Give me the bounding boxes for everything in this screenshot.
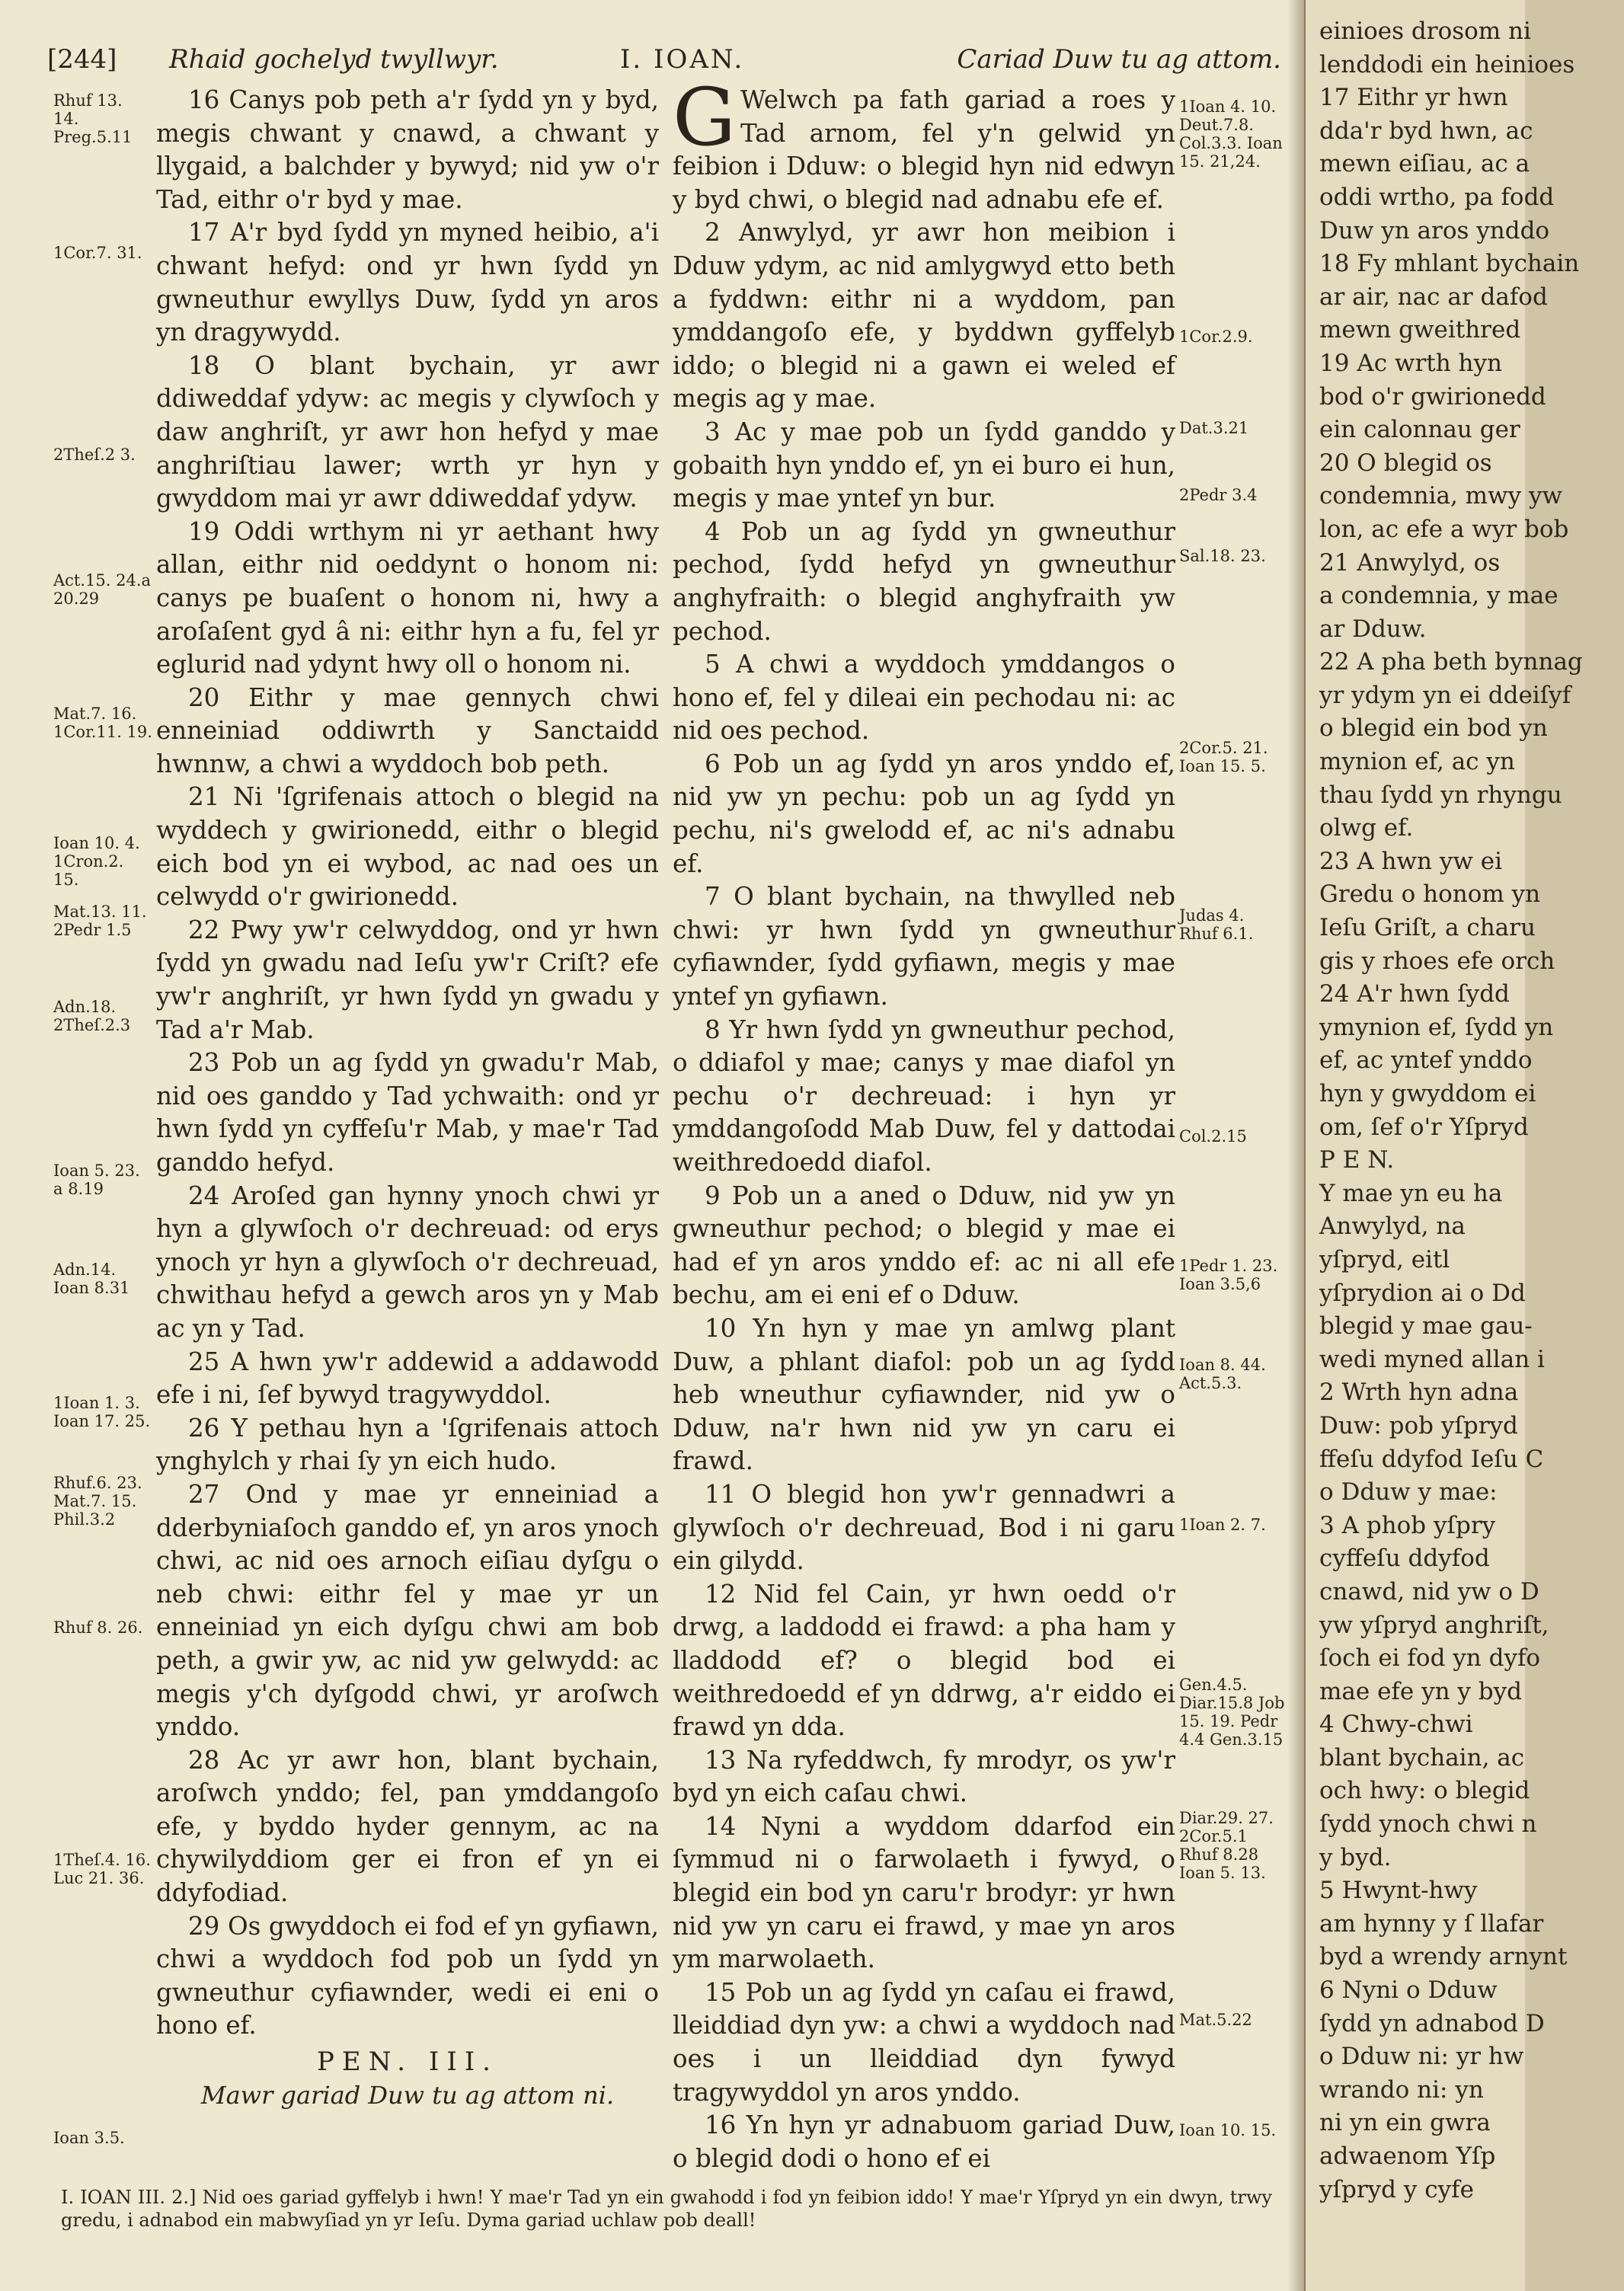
verse: 15 Pob un ag ſydd yn caſau ei frawd, lleiddiad dyn yw: a chwi a wyddoch nad oes i un lleiddiad dyn fywyd tragywyddol yn aros ynddo.	[673, 1977, 1175, 2107]
facing-page-line: ar air, nac ar dafod	[1319, 283, 1548, 311]
facing-page-text	[1319, 15, 1624, 2206]
verse: 3 Ac y mae pob un ſydd ganddo y gobaith hyn ynddo ef, yn ei buro ei hun, megis y mae yntef yn bur.	[673, 417, 1175, 513]
facing-page-line: dda'r byd hwn, ac	[1319, 117, 1533, 145]
facing-page-line: 21 Anwylyd, os	[1319, 548, 1501, 577]
margin-reference: Gen.4.5. Diar.15.8 Job 15. 19. Pedr 4.4 Gen.3.15	[1179, 1676, 1285, 1749]
margin-reference: Diar.29. 27. 2Cor.5.1 Rhuf 8.28 Ioan 5. 13.	[1179, 1809, 1274, 1882]
left-running-title: Rhaid gochelyd twyllwyr.	[169, 44, 499, 75]
facing-page-line: cnawd, nid yw o D	[1319, 1577, 1539, 1606]
facing-page-line: olwg ef.	[1319, 814, 1414, 842]
text-column-right	[673, 71, 1175, 2175]
verse: 16 Canys pob peth a'r ſydd yn y byd, megis chwant y cnawd, a chwant y llygaid, a balchder y bywyd; nid yw o'r Tad, eithr o'r byd y mae.	[156, 85, 659, 214]
verse: 16 Yn hyn yr adnabuom gariad Duw, o blegid dodi o hono ef ei	[673, 2110, 1175, 2173]
facing-page-line: mewn eiſiau, ac a	[1319, 150, 1530, 178]
verse: 25 A hwn yw'r addewid a addawodd efe i ni, ſef bywyd tragywyddol.	[156, 1347, 659, 1410]
verse: 6 Pob un ag ſydd yn aros ynddo ef, nid yw yn pechu: pob un ag ſydd yn pechu, ni's gwelodd ef, ac ni's adnabu ef.	[673, 749, 1175, 878]
facing-page-line: Gredu o honom yn	[1319, 880, 1541, 909]
page-number: [244]	[47, 44, 117, 75]
margin-reference: Adn.14. Ioan 8.31	[53, 1261, 130, 1297]
facing-page-line: condemnia, mwy yw	[1319, 482, 1562, 510]
verse: 18 O blant bychain, yr awr ddiweddaf ydyw: ac megis y clywſoch y daw anghriſt, yr awr hon hefyd y mae anghriſtiau lawer; wrth yr hyn y gwyddom mai yr awr ddiweddaf ydyw.	[156, 350, 659, 513]
facing-page-line: blegid y mae gau-	[1319, 1312, 1533, 1340]
chapter-heading: PEN. III.	[317, 2047, 498, 2078]
verse: 29 Os gwyddoch ei fod ef yn gyfiawn, chwi a wyddoch fod pob un ſydd yn gwneuthur cyfiawnder, wedi ei eni o hono ef.	[156, 1911, 659, 2040]
facing-page-line: 18 Fy mhlant bychain	[1319, 250, 1580, 278]
verse: 23 Pob un ag ſydd yn gwadu'r Mab, nid oes ganddo y Tad ychwaith: ond yr hwn ſydd yn cyffeſu'r Mab, y mae'r Tad ganddo hefyd.	[156, 1048, 659, 1177]
margin-reference: Ioan 10. 15.	[1179, 2121, 1277, 2139]
facing-page-line: P E N.	[1319, 1146, 1395, 1174]
facing-page-line: Anwylyd, na	[1319, 1213, 1466, 1241]
verse: 17 A'r byd ſydd yn myned heibio, a'i chwant hefyd: ond yr hwn ſydd yn gwneuthur ewyllys Duw, ſydd yn aros yn dragywydd.	[156, 218, 659, 347]
facing-page-line: ffeſu ddyfod Ieſu C	[1319, 1445, 1544, 1473]
facing-page-line: o Dduw y mae:	[1319, 1478, 1498, 1507]
verse	[673, 71, 1175, 216]
facing-page-line: Duw: pob yſpryd	[1319, 1411, 1518, 1439]
margin-reference: Mat.13. 11. 2Pedr 1.5	[53, 903, 147, 939]
margin-reference: Sal.18. 23.	[1179, 547, 1266, 565]
margin-reference: Mat.7. 16. 1Cor.11. 19.	[53, 705, 152, 741]
facing-page-line: mewn gweithred	[1319, 316, 1521, 344]
facing-page-line: 20 O blegid os	[1319, 449, 1492, 477]
facing-page-edge	[1304, 0, 1583, 2291]
right-running-title: Cariad Duw tu ag attom.	[957, 44, 1281, 75]
facing-page-line: byd a wrendy arnynt	[1319, 1943, 1568, 1971]
facing-page-line: lon, ac efe a wyr bob	[1319, 515, 1569, 543]
drop-cap: G	[673, 71, 737, 164]
facing-page-line: 6 Nyni o Dduw	[1319, 1976, 1498, 2005]
margin-reference: Act.15. 24.a 20.29	[53, 571, 152, 608]
facing-page-line: y byd.	[1319, 1843, 1392, 1871]
verse: 7 O blant bychain, na thwylled neb chwi: yr hwn ſydd yn gwneuthur cyfiawnder, ſydd gyfiawn, megis y mae yntef yn gyfiawn.	[673, 882, 1175, 1011]
margin-reference: 1Ioan 2. 7.	[1179, 1516, 1266, 1534]
verse: 20 Eithr y mae gennych chwi enneiniad oddiwrth y Sanctaidd hwnnw, a chwi a wyddoch bob peth.	[156, 682, 659, 778]
verse: 28 Ac yr awr hon, blant bychain, aroſwch ynddo; fel, pan ymddangoſo efe, y byddo hyder gennym, ac na chywilyddiom ger ei fron ef yn ei ddyfodiad.	[156, 1745, 659, 1908]
footnote: I. IOAN III. 2.] Nid oes gariad gyffelyb i hwn! Y mae'r Tad yn ein gwahodd i fod yn feibion iddo! Y mae'r Yſpryd yn ein dwyn, trwy gredu, i adnabod ein mabwyſiad yn yr Ieſu. Dyma gariad uchlaw pob deall!	[61, 2187, 1272, 2231]
facing-page-line: am hynny y ſ llafar	[1319, 1909, 1544, 1938]
verse: 26 Y pethau hyn a 'ſgrifenais attoch ynghylch y rhai ſy yn eich hudo.	[156, 1413, 659, 1476]
verse: 22 Pwy yw'r celwyddog, ond yr hwn ſydd yn gwadu nad Ieſu yw'r Criſt? efe yw'r anghriſt, yr hwn ſydd yn gwadu y Tad a'r Mab.	[156, 915, 659, 1044]
verse: 12 Nid fel Cain, yr hwn oedd o'r drwg, a laddodd ei frawd: a pha ham y lladdodd ef? o blegid bod ei weithredoedd ef yn ddrwg, a'r eiddo ei frawd yn dda.	[673, 1579, 1175, 1742]
facing-page-line: ſoch ei fod yn dyfo	[1319, 1644, 1541, 1673]
facing-page-line: gis y rhoes efe orch	[1319, 947, 1555, 975]
facing-page-line: einioes drosom ni	[1319, 18, 1531, 45]
margin-reference: Ioan 5. 23. a 8.19	[53, 1161, 140, 1198]
verse: 9 Pob un a aned o Dduw, nid yw yn gwneuthur pechod; o blegid y mae ei had ef yn aros ynddo ef: ac ni all efe bechu, am ei eni ef o Dduw.	[673, 1181, 1175, 1310]
margin-reference: Adn.18. 2Theſ.2.3	[53, 998, 131, 1034]
verse: 5 A chwi a wyddoch ymddangos o hono ef, fel y dileai ein pechodau ni: ac nid oes pechod.	[673, 650, 1175, 746]
margin-reference: Col.2.15	[1179, 1127, 1247, 1146]
verse: 24 Aroſed gan hynny ynoch chwi yr hyn a glywſoch o'r dechreuad: od erys ynoch yr hyn a glywſoch o'r dechreuad, chwithau hefyd a gewch aros yn y Mab ac yn y Tad.	[156, 1181, 659, 1343]
verse: 21 Ni 'ſgrifenais attoch o blegid na wyddech y gwirionedd, eithr o blegid eich bod yn ei wybod, ac nad oes un celwydd o'r gwirionedd.	[156, 782, 659, 912]
margin-reference: Dat.3.21	[1179, 419, 1249, 437]
facing-page-line: yſpryd y cyfe	[1319, 2175, 1474, 2203]
facing-page-line: cyffeſu ddyfod	[1319, 1545, 1490, 1573]
facing-page-line: 3 A phob yſpry	[1319, 1511, 1496, 1539]
verse: 2 Anwylyd, yr awr hon meibion i Dduw ydym, ac nid amlygwyd etto beth a fyddwn: eithr ni a wyddom, pan ymddangoſo efe, y byddwn gyffelyb iddo; o blegid ni a gawn ei weled ef megis ag y mae.	[673, 218, 1175, 414]
facing-page-line: mynion ef, ac yn	[1319, 748, 1515, 776]
facing-page-line: 23 A hwn yw ei	[1319, 847, 1503, 875]
facing-page-line: 17 Eithr yr hwn	[1319, 84, 1508, 112]
facing-page-line: ef, ac yntef ynddo	[1319, 1046, 1533, 1075]
facing-page-line: ymynion ef, ſydd yn	[1319, 1013, 1554, 1041]
facing-page-line: 2 Wrth hyn adna	[1319, 1379, 1519, 1407]
facing-page-line: Duw yn aros ynddo	[1319, 216, 1550, 244]
facing-page-line: Ieſu Griſt, a charu	[1319, 914, 1536, 942]
margin-reference: 1Ioan 1. 3. Ioan 17. 25.	[53, 1394, 151, 1430]
verse: 19 Oddi wrthym ni yr aethant hwy allan, eithr nid oeddynt o honom ni: canys pe buaſent o honom ni, hwy a aroſaſent gyd â ni: eithr hyn a fu, fel yr eglurid nad ydynt hwy oll o honom ni.	[156, 516, 659, 679]
facing-page-line: och hwy: o blegid	[1319, 1777, 1530, 1805]
margin-reference: Ioan 8. 44. Act.5.3.	[1179, 1356, 1266, 1392]
verse: 8 Yr hwn ſydd yn gwneuthur pechod, o ddiafol y mae; canys y mae diafol yn pechu o'r dechreuad: i hyn yr ymddangoſodd Mab Duw, fel y dattodai weithredoedd diafol.	[673, 1014, 1175, 1177]
verse: 10 Yn hyn y mae yn amlwg plant Duw, a phlant diafol: pob un ag ſydd heb wneuthur cyfiawnder, nid yw o Dduw, na'r hwn nid yw yn caru ei frawd.	[673, 1313, 1175, 1476]
facing-page-line: ar Dduw.	[1319, 615, 1427, 643]
facing-page-line: yr ydym yn ei ddeiſyf	[1319, 681, 1571, 709]
verse: 27 Ond y mae yr enneiniad a dderbyniaſoch ganddo ef, yn aros ynoch chwi, ac nid oes arnoch eiſiau dyſgu o neb chwi: eithr fel y mae yr un enneiniad yn eich dyſgu chwi am bob peth, a gwir yw, ac nid yw gelwydd: ac megis y'ch dyſgodd chwi, yr aroſwch ynddo.	[156, 1479, 659, 1742]
facing-page-line: 22 A pha beth bynnag	[1319, 648, 1583, 676]
book-title: I. IOAN.	[620, 44, 745, 75]
facing-page-line: thau ſydd yn rhyngu	[1319, 781, 1562, 809]
margin-reference: Ioan 10. 4. 1Cron.2. 15.	[53, 834, 140, 889]
margin-reference: 2Cor.5. 21. Ioan 15. 5.	[1179, 739, 1268, 775]
facing-page-line: yſpryd, eitl	[1319, 1245, 1450, 1273]
facing-page-line: ſydd yn adnabod D	[1319, 2009, 1545, 2037]
running-header	[47, 44, 1281, 81]
verse: 11 O blegid hon yw'r gennadwri a glywſoch o'r dechreuad, Bod i ni garu ein gilydd.	[673, 1479, 1175, 1576]
margin-reference: 1Ioan 4. 10. Deut.7.8. Col.3.3. Ioan 15. 21,24.	[1179, 97, 1283, 171]
margin-reference: Ioan 3.5.	[53, 2129, 125, 2147]
verse: 13 Na ryfeddwch, fy mrodyr, os yw'r byd yn eich caſau chwi.	[673, 1745, 1175, 1808]
facing-page-line: wrando ni: yn	[1319, 2075, 1484, 2104]
margin-reference: Mat.5.22	[1179, 2011, 1252, 2029]
margin-reference: 1Cor.2.9.	[1179, 328, 1253, 346]
margin-reference: 1Pedr 1. 23. Ioan 3.5,6	[1179, 1257, 1278, 1293]
facing-page-line: o Dduw ni: yr hw	[1319, 2043, 1524, 2071]
facing-page-line: blant bychain, ac	[1319, 1743, 1525, 1772]
margin-reference: Rhuf 13. 14. Preg.5.11	[53, 91, 133, 146]
facing-page-line: oddi wrtho, pa fodd	[1319, 183, 1555, 211]
facing-page-line: 5 Hwynt-hwy	[1319, 1877, 1478, 1905]
facing-page-line: yſprydion ai o Dd	[1319, 1279, 1526, 1307]
facing-page-line: o blegid ein bod yn	[1319, 714, 1548, 743]
facing-page-line: hyn y gwyddom ei	[1319, 1080, 1536, 1107]
margin-reference: 1Theſ.4. 16. Luc 21. 36.	[53, 1851, 151, 1887]
facing-page-line: yw yſpryd anghriſt,	[1319, 1611, 1549, 1639]
facing-page-line: Y mae yn eu ha	[1319, 1179, 1503, 1207]
margin-reference: Judas 4. Rhuf 6.1.	[1179, 906, 1254, 943]
verse: 4 Pob un ag ſydd yn gwneuthur pechod, ſydd hefyd yn gwneuthur anghyfraith: o blegid anghyfraith yw pechod.	[673, 516, 1175, 646]
facing-page-line: ſydd ynoch chwi n	[1319, 1810, 1537, 1839]
facing-page-line: 4 Chwy-chwi	[1319, 1711, 1473, 1739]
facing-page-line: ein calonnau ger	[1319, 416, 1520, 444]
text-column-left	[156, 84, 659, 2112]
facing-page-line: bod o'r gwirionedd	[1319, 382, 1546, 411]
margin-reference: 1Cor.7. 31.	[53, 244, 142, 262]
verse-text: Welwch pa fath gariad a roes y Tad arnom, fel y'n gelwid yn feibion i Dduw: o blegid hyn nid edwyn y byd chwi, o blegid nad adnabu efe ef.	[673, 85, 1175, 214]
margin-reference: Rhuf 8. 26.	[53, 1618, 143, 1637]
facing-page-line: 24 A'r hwn ſydd	[1319, 980, 1510, 1008]
facing-page-line: 19 Ac wrth hyn	[1319, 349, 1502, 377]
verse: 14 Nyni a wyddom ddarfod ein ſymmud ni o farwolaeth i fywyd, o blegid ein bod yn caru'r brodyr: yr hwn nid yw yn caru ei frawd, y mae yn aros ym marwolaeth.	[673, 1811, 1175, 1974]
facing-page-line: om, ſef o'r Yſpryd	[1319, 1113, 1529, 1141]
margin-reference: Rhuf.6. 23. Mat.7. 15. Phil.3.2	[53, 1474, 142, 1529]
chapter-summary: Mawr gariad Duw tu ag attom ni.	[200, 2080, 615, 2110]
facing-page-line: lenddodi ein heinioes	[1319, 50, 1575, 78]
facing-page-line: wedi myned allan i	[1319, 1345, 1545, 1373]
margin-reference: 2Pedr 3.4	[1179, 486, 1258, 504]
facing-page-line: a condemnia, y mae	[1319, 582, 1558, 610]
margin-reference: 2Theſ.2 3.	[53, 446, 136, 464]
facing-page-line: ni yn ein gwra	[1319, 2109, 1491, 2137]
facing-page-line: mae efe yn y byd	[1319, 1677, 1522, 1705]
facing-page-line: adwaenom Yſp	[1319, 2142, 1496, 2170]
